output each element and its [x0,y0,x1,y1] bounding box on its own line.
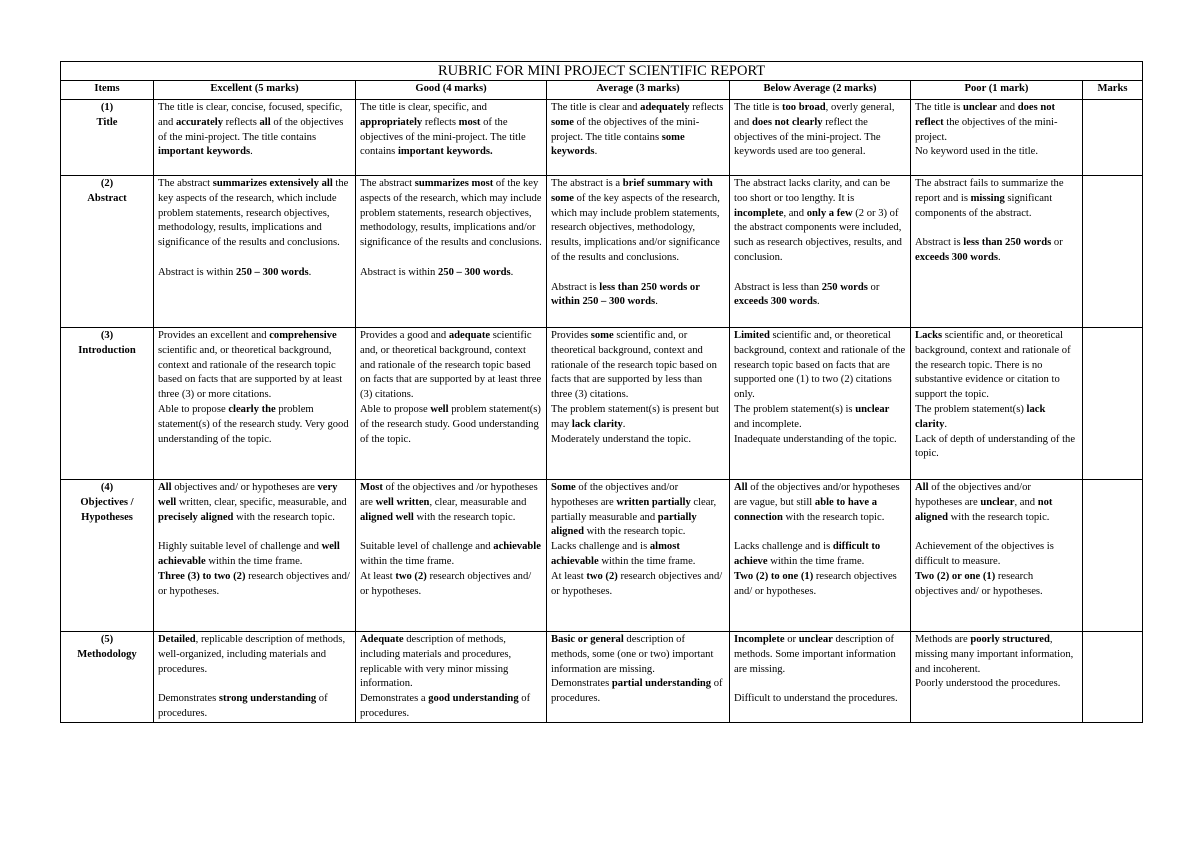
item-name: Objectives / Hypotheses [80,496,134,523]
criterion-text: with the research topic. [782,511,885,523]
marks-cell[interactable] [1083,176,1143,328]
criterion-text: research objectives and/ or hypotheses. [915,570,1043,597]
criterion-text: of procedures. [551,678,723,705]
criterion-text: of the objectives and/or hypotheses are vague, but still [734,482,900,508]
criterion-text: Highly suitable level of challenge and [158,541,322,553]
emphasis-text: adequately [640,102,690,113]
criterion-text: description of methods. Some important information are missing. [734,634,896,675]
criterion-text: The title is [915,102,963,113]
criterion-text: Able to propose [158,403,229,415]
criterion-text: of the objectives of the mini-project. The title contains [551,116,700,143]
emphasis-text: not aligned [915,496,1053,523]
criterion-text: Demonstrates [158,693,219,705]
emphasis-text: very well [158,482,338,508]
item-number: (1) [100,102,114,113]
criterion-excellent [154,176,356,328]
criterion-paragraph [915,433,1078,463]
criterion-text: Abstract is [551,281,600,293]
criterion-text: The title is clear, specific, and [360,102,487,113]
criterion-paragraph [360,177,542,251]
criterion-text: reflect the objectives of the mini-project. The keywords used are too general. [734,116,881,158]
criterion-text: The abstract [360,178,415,189]
criterion-paragraph [734,540,906,570]
criterion-excellent [154,632,356,723]
criterion-paragraph [158,403,351,447]
emphasis-text: Incomplete [734,634,785,645]
criterion-text: of the objectives and /or hypotheses are [360,482,538,508]
rubric-sheet [60,61,1142,723]
rubric-row-title [61,100,1143,176]
criterion-text: . [997,251,1001,263]
criterion-text: . [250,146,253,158]
criterion-text: of procedures. [360,693,531,719]
criterion-text: or [784,634,799,645]
criterion-paragraph [360,403,542,447]
criterion-average [547,176,730,328]
criterion-good [356,176,547,328]
criterion-text: the key aspects of the research, which include problem statements, research objectives, methodology, results, implications and significance of the results and conclusions. [158,178,349,249]
criterion-good [356,100,547,176]
emphasis-text: summarizes extensively all [212,178,333,189]
criterion-text: of the objectives of the mini-project. The title contains [158,116,344,143]
criterion-paragraph [915,677,1078,692]
criterion-paragraph [915,540,1078,570]
criterion-text: reflects [422,116,459,128]
emphasis-text: 250 – 300 words [235,266,309,278]
criterion-average [547,328,730,480]
criterion-text: Able to propose [360,403,431,415]
criterion-paragraph [551,177,725,266]
emphasis-text: Lacks [915,330,943,341]
emphasis-text: Most [360,482,383,493]
criterion-text: Achievement of the objectives is difficult to measure. [915,541,1054,567]
criterion-text: . [655,296,658,308]
criterion-good [356,480,547,632]
emphasis-text: almost achievable [551,541,680,567]
item-name: Abstract [87,192,127,204]
criterion-poor [911,328,1083,480]
criterion-paragraph [734,403,906,433]
criterion-paragraph [734,281,906,311]
criterion-paragraph [158,481,351,525]
emphasis-text: Three (3) to two (2) [158,570,246,582]
criterion-text: reflects [689,102,724,113]
criterion-text: The title is clear, concise, focused, specific, and [158,102,343,128]
emphasis-text: clearly the [228,403,276,415]
criterion-text: The abstract is a [551,178,623,189]
criterion-paragraph [734,570,906,600]
criterion-text: Provides [551,330,591,341]
criterion-paragraph [551,101,725,160]
emphasis-text: aligned well [360,511,414,523]
marks-cell[interactable] [1083,100,1143,176]
criterion-paragraph [734,329,906,403]
criterion-text: , and [783,207,807,219]
criterion-excellent [154,100,356,176]
criterion-text: research objectives and/ or hypotheses. [360,570,532,597]
emphasis-text: unclear [798,634,833,645]
criterion-text: Abstract is within [360,266,438,278]
emphasis-text: exceeds 300 words [915,251,998,263]
emphasis-text: incomplete [734,207,784,219]
criterion-text: No keyword used in the title. [915,146,1038,158]
emphasis-text: poorly structured [970,634,1050,645]
criterion-text: Difficult to understand the procedures. [734,693,898,705]
criterion-text: within the time frame. [205,555,303,567]
criterion-text: The problem statement(s) is [734,403,856,415]
criterion-paragraph [360,633,542,692]
criterion-paragraph [734,692,906,707]
criterion-below-average [730,176,911,328]
emphasis-text: only a few [806,207,853,219]
emphasis-text: missing [970,192,1005,204]
emphasis-text: two (2) [586,570,618,582]
emphasis-text: does not reflect [915,102,1056,128]
emphasis-text: less than 250 words [963,237,1052,249]
item-cell [61,480,154,632]
criterion-paragraph [915,403,1078,433]
emphasis-text: important keywords. [397,146,493,158]
criterion-text: problem statement(s) of the research study. Very good understanding of the topic. [158,403,349,445]
header-below-average: Below Average (2 marks) [730,81,911,100]
criterion-good [356,328,547,480]
criterion-text: of the objectives of the mini-project. The title contains [360,116,526,158]
criterion-text: . [944,418,948,430]
emphasis-text: partially aligned [551,511,697,538]
emphasis-text: accurately [175,116,224,128]
emphasis-text: strong understanding [218,693,317,705]
marks-cell[interactable] [1083,328,1143,480]
emphasis-text: important keywords [158,146,251,158]
emphasis-text: all [259,116,271,128]
header-average: Average (3 marks) [547,81,730,100]
criterion-paragraph [158,540,351,570]
emphasis-text: too broad [781,102,826,113]
rubric-body [61,100,1143,723]
criterion-text: description of methods, some (one or two) important information are missing. [551,634,714,675]
criterion-paragraph [915,570,1078,600]
item-number: (2) [100,178,114,189]
criterion-paragraph [551,281,725,311]
criterion-text: objectives and/ or hypotheses are [171,482,318,493]
emphasis-text: Detailed [158,634,196,645]
criterion-paragraph [551,433,725,448]
criterion-paragraph [734,177,906,266]
emphasis-text: some [551,116,574,128]
emphasis-text: unclear [980,496,1015,508]
item-cell [61,176,154,328]
emphasis-text: Adequate [360,634,404,645]
criterion-paragraph [551,677,725,707]
emphasis-text: appropriately [360,116,423,128]
criterion-text: Abstract is less than [734,281,822,293]
criterion-average [547,480,730,632]
emphasis-text: good understanding [428,693,519,705]
criterion-text: written, clear, specific, measurable, and [176,496,347,508]
criterion-text: the objectives of the mini-project. [915,116,1058,143]
criterion-text: Demonstrates [551,678,612,690]
criterion-text: scientific and, or theoretical background, context and rationale of the research topic based on facts that are supported by at least three (3) citations. [360,330,542,401]
emphasis-text: well written [375,496,430,508]
item-number: (3) [100,330,114,341]
emphasis-text: Limited [734,330,770,341]
emphasis-text: Two (2) or one (1) [915,570,996,582]
emphasis-text: less than 250 words or within 250 – 300 words [551,281,700,308]
criterion-excellent [154,480,356,632]
item-number: (5) [100,634,114,645]
criterion-text: of the key aspects of the research, which may include problem statements, research objectives, methodology, results, implications and/or significance of the results and conclusions. [360,178,542,249]
criterion-paragraph [158,329,351,403]
criterion-text: Lack of depth of understanding of the topic. [915,433,1076,460]
criterion-paragraph [734,101,906,160]
criterion-text: clear, partially measurable and [551,496,717,523]
criterion-text: , replicable description of methods, well-organized, including materials and procedures. [158,634,346,675]
criterion-text: . [594,146,598,158]
criterion-text: Suitable level of challenge and [360,541,494,553]
criterion-text: or [1051,237,1063,249]
criterion-paragraph [551,481,725,540]
criterion-poor [911,480,1083,632]
emphasis-text: two (2) [395,570,427,582]
criterion-text: The abstract fails to summarize the report and is [915,178,1064,204]
criterion-text: scientific and, or theoretical background, context and rationale of the research topic based on facts that are supported by at least three (3) or more citations. [158,344,343,401]
criterion-paragraph [551,540,725,570]
rubric-row-methodology [61,632,1143,723]
criterion-paragraph [158,101,351,160]
emphasis-text: adequate [448,330,491,341]
criterion-paragraph [915,329,1078,403]
criterion-text: reflects [223,116,260,128]
item-name: Methodology [77,648,137,660]
emphasis-text: some [590,330,614,341]
criterion-text: (2 or 3) of the abstract components were included, such as research objectives, results, and conclusion. [734,207,902,263]
criterion-text: Inadequate understanding of the topic. [734,433,897,445]
criterion-paragraph [360,692,542,722]
criterion-paragraph [551,403,725,433]
header-good: Good (4 marks) [356,81,547,100]
criterion-paragraph [915,177,1078,221]
criterion-text: The title is [734,102,782,113]
emphasis-text: exceeds 300 words [734,296,817,308]
criterion-text: , overly general, and [734,102,895,128]
emphasis-text: does not clearly [751,116,823,128]
criterion-paragraph [360,329,542,403]
criterion-text: The abstract [158,178,213,189]
emphasis-text: comprehensive [269,330,337,341]
criterion-text: research objectives and/ or hypotheses. [158,570,350,597]
criterion-paragraph [360,570,542,600]
criterion-text: Demonstrates a [360,693,429,705]
emphasis-text: well achievable [158,541,340,567]
criterion-paragraph [360,540,542,570]
criterion-paragraph [915,101,1078,145]
emphasis-text: unclear [855,403,890,415]
criterion-paragraph [915,236,1078,266]
emphasis-text: All [734,482,748,493]
item-cell [61,632,154,723]
criterion-excellent [154,328,356,480]
criterion-paragraph [915,633,1078,677]
criterion-text: , clear, measurable and [429,496,527,508]
emphasis-text: summarizes most [414,178,494,189]
criterion-paragraph [158,266,351,281]
criterion-paragraph [158,633,351,677]
emphasis-text: precisely aligned [158,511,234,523]
marks-cell[interactable] [1083,480,1143,632]
criterion-text: of the objectives and/or hypotheses are [551,482,679,508]
criterion-text: description of methods, including materials and procedures, replicable with very minor missing information. [360,634,512,690]
criterion-good [356,632,547,723]
criterion-text: and [997,102,1018,113]
criterion-average [547,632,730,723]
header-excellent: Excellent (5 marks) [154,81,356,100]
criterion-text: and incomplete. [734,418,802,430]
criterion-paragraph [734,481,906,525]
criterion-text: At least [551,570,587,582]
criterion-paragraph [360,481,542,525]
criterion-text: Provides a good and [360,330,449,341]
criterion-text: of procedures. [158,693,328,719]
criterion-text: within the time frame. [360,555,455,567]
criterion-text: scientific and, or theoretical background, context and rationale of the research topic based on facts that are supported one (1) to two (2) citations only. [734,330,906,401]
criterion-paragraph [551,329,725,403]
criterion-paragraph [915,145,1078,160]
emphasis-text: written partially [616,496,691,508]
emphasis-text: Two (2) to one (1) [734,570,814,582]
criterion-text: Lacks challenge and is [551,541,650,553]
criterion-text: with the research topic. [583,526,686,538]
criterion-text: significant components of the abstract. [915,192,1053,219]
marks-cell[interactable] [1083,632,1143,723]
criterion-paragraph [360,101,542,160]
emphasis-text: All [158,482,172,493]
rubric-table [60,61,1143,723]
emphasis-text: lack clarity [915,403,1046,430]
criterion-paragraph [915,481,1078,525]
criterion-text: within the time frame. [598,555,696,567]
criterion-text: with the research topic. [947,511,1050,523]
criterion-poor [911,632,1083,723]
criterion-poor [911,100,1083,176]
criterion-text: research objectives and/ or hypotheses. [551,570,723,597]
rubric-row-introduction [61,328,1143,480]
criterion-paragraph [158,177,351,251]
criterion-paragraph [551,570,725,600]
criterion-text: of the objectives and/or hypotheses are [915,482,1031,508]
criterion-text: The abstract lacks clarity, and can be too short or too lengthy. It is [734,178,891,204]
emphasis-text: unclear [962,102,998,113]
rubric-title: RUBRIC FOR MINI PROJECT SCIENTIFIC REPORT [61,62,1143,81]
criterion-text: . [816,296,820,308]
criterion-text: The problem statement(s) [915,403,1027,415]
criterion-text: At least [360,570,396,582]
item-cell [61,328,154,480]
item-name: Introduction [78,344,136,356]
criterion-below-average [730,632,911,723]
criterion-text: , missing many important information, and incoherent. [915,634,1074,675]
emphasis-text: Basic or general [551,634,624,645]
rubric-row-objectives-hypotheses [61,480,1143,632]
criterion-text: with the research topic. [413,511,516,523]
emphasis-text: Some [551,482,576,493]
emphasis-text: 250 words [821,281,868,293]
header-poor: Poor (1 mark) [911,81,1083,100]
criterion-text: scientific and, or theoretical background, context and rationale of the research topic based on facts that are supported by less than three (3) citations. [551,330,717,401]
criterion-poor [911,176,1083,328]
criterion-text: Poorly understood the procedures. [915,678,1061,690]
criterion-text: with the research topic. [233,511,335,523]
criterion-text: Methods are [915,634,971,645]
emphasis-text: brief summary with some [551,178,713,204]
criterion-text: of the key aspects of the research, which may include problem statements, research objectives, methodology, results, implications and/or significance of the results and conclusions. [551,192,720,263]
criterion-text: . [510,266,514,278]
criterion-text: research objectives and/ or hypotheses. [734,570,897,597]
emphasis-text: All [915,482,929,493]
criterion-text: or [867,281,880,293]
criterion-paragraph [551,633,725,677]
criterion-text: . [308,266,312,278]
criterion-below-average [730,328,911,480]
criterion-text: problem statement(s) of the research study. Good understanding of the topic. [360,403,541,445]
emphasis-text: some keywords [551,131,685,158]
criterion-paragraph [734,433,906,448]
criterion-text: Moderately understand the topic. [551,433,692,445]
criterion-text: . [622,418,626,430]
header-items: Items [61,81,154,100]
header-marks: Marks [1083,81,1143,100]
criterion-text: The problem statement(s) is present but may [551,403,719,430]
criterion-text: , and [1014,496,1038,508]
criterion-text: within the time frame. [767,555,865,567]
criterion-paragraph [158,692,351,722]
emphasis-text: difficult to achieve [734,541,881,567]
emphasis-text: 250 – 300 words [437,266,511,278]
item-number: (4) [100,482,114,493]
criterion-text: Abstract is within [158,266,236,278]
criterion-below-average [730,100,911,176]
criterion-paragraph [734,633,906,677]
emphasis-text: well [430,403,449,415]
rubric-row-abstract [61,176,1143,328]
criterion-below-average [730,480,911,632]
criterion-average [547,100,730,176]
criterion-text: The title is clear and [551,102,641,113]
emphasis-text: lack clarity [571,418,623,430]
criterion-text: Provides an excellent and [158,330,270,341]
item-cell [61,100,154,176]
criterion-text: scientific and, or theoretical background, context and rationale of the research topic. There is no substantive evidence or citation to support the topic. [915,330,1071,401]
emphasis-text: most [458,116,481,128]
criterion-text: Lacks challenge and is [734,541,833,553]
criterion-text: Abstract is [915,237,964,249]
emphasis-text: achievable [493,541,541,553]
emphasis-text: partial understanding [611,678,712,690]
item-name: Title [96,116,118,128]
criterion-paragraph [360,266,542,281]
emphasis-text: able to have a connection [734,496,877,523]
criterion-paragraph [158,570,351,600]
